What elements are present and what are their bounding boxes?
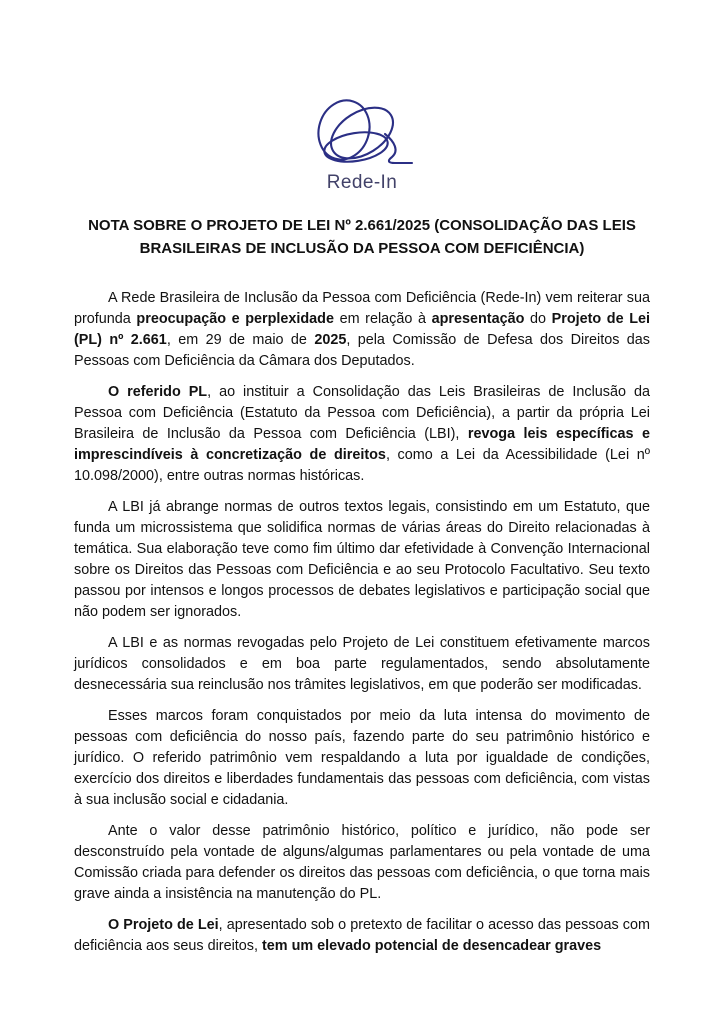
text-run: , apresentado sob o pretexto de facilitar o acesso das pessoas com deficiência aos seus direitos, bbox=[74, 917, 650, 954]
paragraph bbox=[74, 706, 650, 811]
text-run: preocupação e perplexidade bbox=[136, 311, 334, 327]
paragraph bbox=[74, 382, 650, 487]
text-run: em relação à bbox=[333, 311, 432, 327]
paragraph bbox=[74, 915, 650, 957]
text-run: O Projeto de Lei bbox=[108, 917, 219, 933]
paragraph bbox=[74, 821, 650, 905]
text-run: A Rede Brasileira de Inclusão da Pessoa com Deficiência (Rede-In) vem reiterar sua profunda bbox=[74, 290, 650, 327]
text-run: , como a Lei da Acessibilidade (Lei nº 10.098/2000), entre outras normas históricas. bbox=[74, 447, 650, 484]
paragraph bbox=[74, 497, 650, 623]
document-body bbox=[74, 288, 650, 957]
text-run: apresentação bbox=[431, 311, 525, 327]
text-run: A LBI e as normas revogadas pelo Projeto de Lei constituem efetivamente marcos jurídicos consolidados e em boa parte regulamentados, sendo absolutamente desnecessária sua reinclusão nos trâmites legislativos, em que poderão ser modificadas. bbox=[74, 635, 650, 693]
paragraph bbox=[74, 633, 650, 696]
logo-brand-text: Rede-In bbox=[326, 172, 398, 193]
text-run: Esses marcos foram conquistados por meio da luta intensa do movimento de pessoas com deficiência do nosso país, fazendo parte do seu patrimônio histórico e jurídico. O referido patrimônio vem respaldando a luta por igualdade de condições, exercício dos direitos e liberdades fundamentais das pessoas com deficiência, com vistas à sua inclusão social e cidadania. bbox=[74, 708, 650, 808]
text-run: do bbox=[524, 311, 552, 327]
document-title: NOTA SOBRE O PROJETO DE LEI Nº 2.661/2025 (CONSOLIDAÇÃO DAS LEIS BRASILEIRAS DE INCLUSÃO DA PESSOA COM DEFICIÊNCIA) bbox=[88, 217, 636, 257]
text-run: A LBI já abrange normas de outros textos legais, consistindo em um Estatuto, que funda um microssistema que solidifica normas de várias áreas do Direito relacionadas à temática. Sua elaboração teve como fim último dar efetividade à Convenção Internacional sobre os Direitos das Pessoas com Deficiência e ao seu Protocolo Facultativo. Seu texto passou por intensos e longos processos de debates legislativos e participação social que não podem ser ignorados. bbox=[74, 499, 650, 620]
text-run: , pela Comissão de Defesa dos Direitos das Pessoas com Deficiência da Câmara dos Deputados. bbox=[74, 332, 650, 369]
text-run: , ao instituir a Consolidação das Leis Brasileiras de Inclusão da Pessoa com Deficiência (Estatuto da Pessoa com Deficiência), a partir da própria Lei Brasileira de Inclusão da Pessoa com Deficiência (LBI), bbox=[74, 384, 650, 442]
text-run: tem um elevado potencial de desencadear graves bbox=[261, 938, 602, 954]
text-run: Ante o valor desse patrimônio histórico, político e jurídico, não pode ser desconstruído pela vontade de alguns/algumas parlamentares ou pela vontade de uma Comissão criada para defender os direitos das pessoas com deficiência, o que torna mais grave ainda a insistência na manutenção do PL. bbox=[74, 823, 650, 902]
text-run: 2025 bbox=[314, 332, 347, 348]
logo bbox=[292, 96, 432, 194]
text-run: revoga leis específicas e imprescindíveis à concretização de direitos bbox=[74, 426, 650, 463]
text-run: O referido PL bbox=[108, 384, 208, 400]
text-run: , em 29 de maio de bbox=[166, 332, 315, 348]
paragraph bbox=[74, 288, 650, 372]
text-run: Projeto de Lei (PL) nº 2.661 bbox=[74, 311, 650, 348]
rede-in-logo-icon bbox=[302, 96, 422, 170]
